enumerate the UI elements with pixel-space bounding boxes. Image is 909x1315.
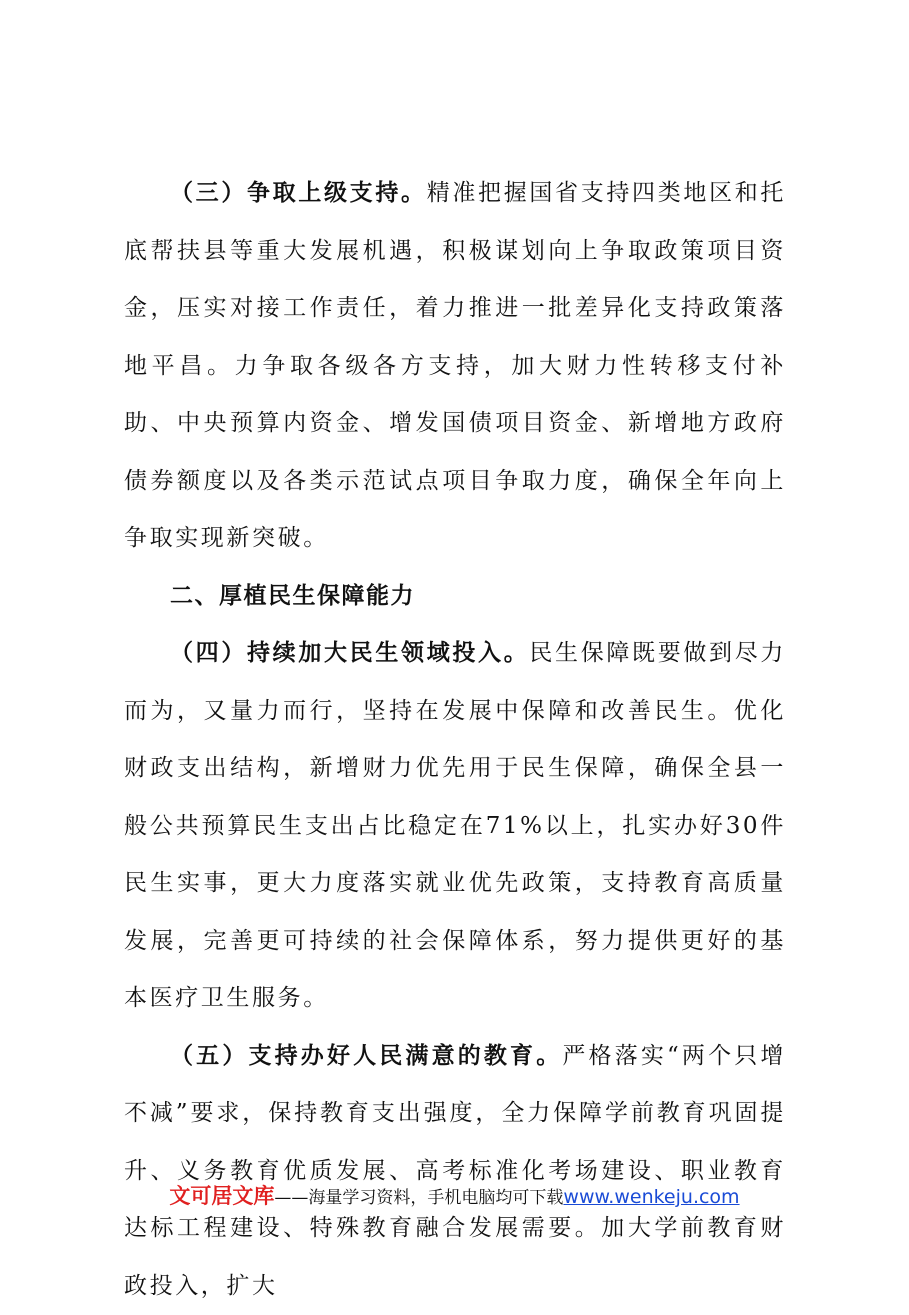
paragraph-section-5 <box>124 1028 786 1315</box>
paragraph-section-4 <box>124 625 786 1028</box>
footer-brand: 文可居文库 <box>169 1184 274 1208</box>
footer-url-link[interactable]: www.wenkeju.com <box>563 1186 739 1208</box>
paragraph-text: 精准把握国省支持四类地区和托底帮扶县等重大发展机遇，积极谋划向上争取政策项目资金，压实对接工作责任，着力推进一批差异化支持政策落地平昌。力争取各级各方支持，加大财力性转移支付补助、中央预算内资金、增发国债项目资金、新增地方政府债券额度以及各类示范试点项目争取力度，确保全年向上争取实现新突破。 <box>124 180 786 551</box>
footer-tagline: ——海量学习资料，手机电脑均可下载 <box>274 1188 563 1208</box>
paragraph-text: 民生保障既要做到尽力而为，又量力而行，坚持在发展中保障和改善民生。优化财政支出结构，新增财力优先用于民生保障，确保全县一般公共预算民生支出占比稳定在71%以上，扎实办好30件民生实事，更大力度落实就业优先政策，支持教育高质量发展，完善更可持续的社会保障体系，努力提供更好的基本医疗卫生服务。 <box>124 640 786 1011</box>
paragraph-lead: （五）支持办好人民满意的教育。 <box>170 1043 562 1069</box>
document-body <box>124 165 786 1315</box>
paragraph-section-3 <box>124 165 786 568</box>
footer-banner <box>0 1181 909 1213</box>
paragraph-lead: （四）持续加大民生领域投入。 <box>170 640 529 666</box>
section-heading: 二、厚植民生保障能力 <box>124 568 786 626</box>
paragraph-lead: （三）争取上级支持。 <box>170 180 427 206</box>
paragraph-text: 严格落实“两个只增不减”要求，保持教育支出强度，全力保障学前教育巩固提升、义务教育优质发展、高考标准化考场建设、职业教育达标工程建设、特殊教育融合发展需要。加大学前教育财政投入，扩大 <box>124 1043 786 1299</box>
